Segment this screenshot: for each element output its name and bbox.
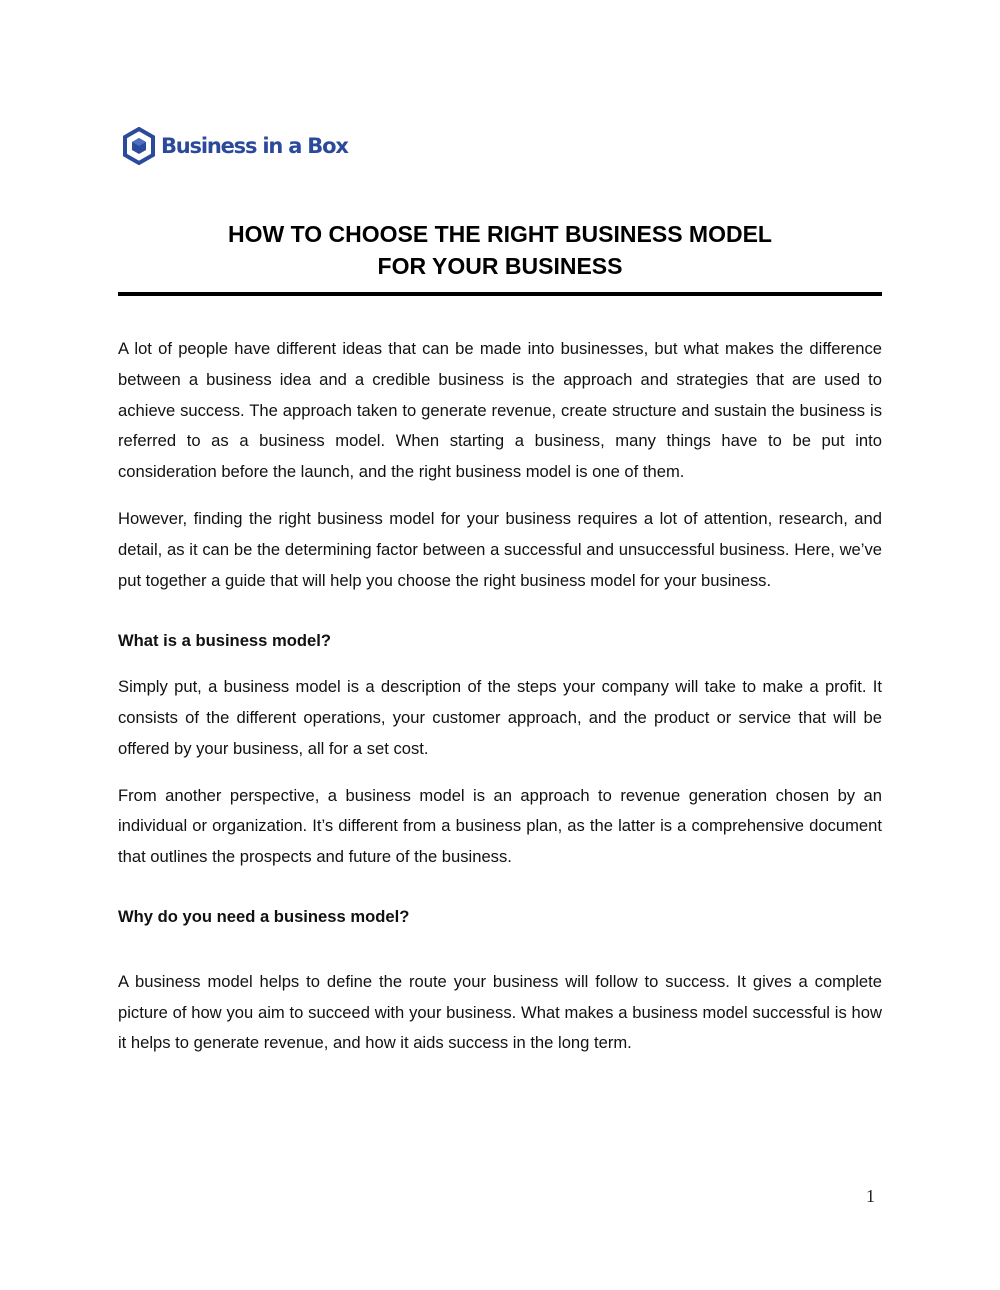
logo — [122, 126, 348, 166]
document-body — [118, 334, 882, 1059]
title-divider — [118, 292, 882, 296]
section-1-paragraph-1: Simply put, a business model is a description of the steps your company will take to make a profit. It consists of the different operations, your customer approach, and the product or service that will be offered by your business, all for a set cost. — [118, 677, 882, 758]
section-heading-what-is: What is a business model? — [118, 631, 331, 651]
hexagon-box-icon — [122, 127, 156, 165]
intro-paragraph-2: However, finding the right business model for your business requires a lot of attention, research, and detail, as it can be the determining factor between a successful and unsuccessful business. Here, we’ve put together a guide that will help you choose the right business model for your business. — [118, 508, 882, 590]
section-heading-why-need: Why do you need a business model? — [118, 906, 410, 926]
section-2-paragraph-1: A business model helps to define the route your business will follow to success. It gives a complete picture of how you aim to succeed with your business. What makes a business model successful is how it helps to generate revenue, and how it aids success in the long term. — [118, 971, 882, 1053]
title-line-2: FOR YOUR BUSINESS — [377, 253, 623, 279]
page-number: 1 — [866, 1186, 875, 1206]
title-line-1: HOW TO CHOOSE THE RIGHT BUSINESS MODEL — [228, 221, 772, 247]
intro-paragraph-1: A lot of people have different ideas that can be made into businesses, but what makes the difference between a business idea and a credible business is the approach and strategies that are used to achieve success. The approach taken to generate revenue, create structure and sustain the business is referred to as a business model. When starting a business, many things have to be put into consideration before the launch, and the right business model is one of them. — [118, 339, 882, 482]
document-title — [118, 218, 882, 282]
section-1-paragraph-2: From another perspective, a business model is an approach to revenue generation chosen by an individual or organization. It’s different from a business plan, as the latter is a comprehensive document that outlines the prospects and future of the business. — [118, 785, 882, 867]
logo-text: Business in a Box — [161, 133, 348, 158]
